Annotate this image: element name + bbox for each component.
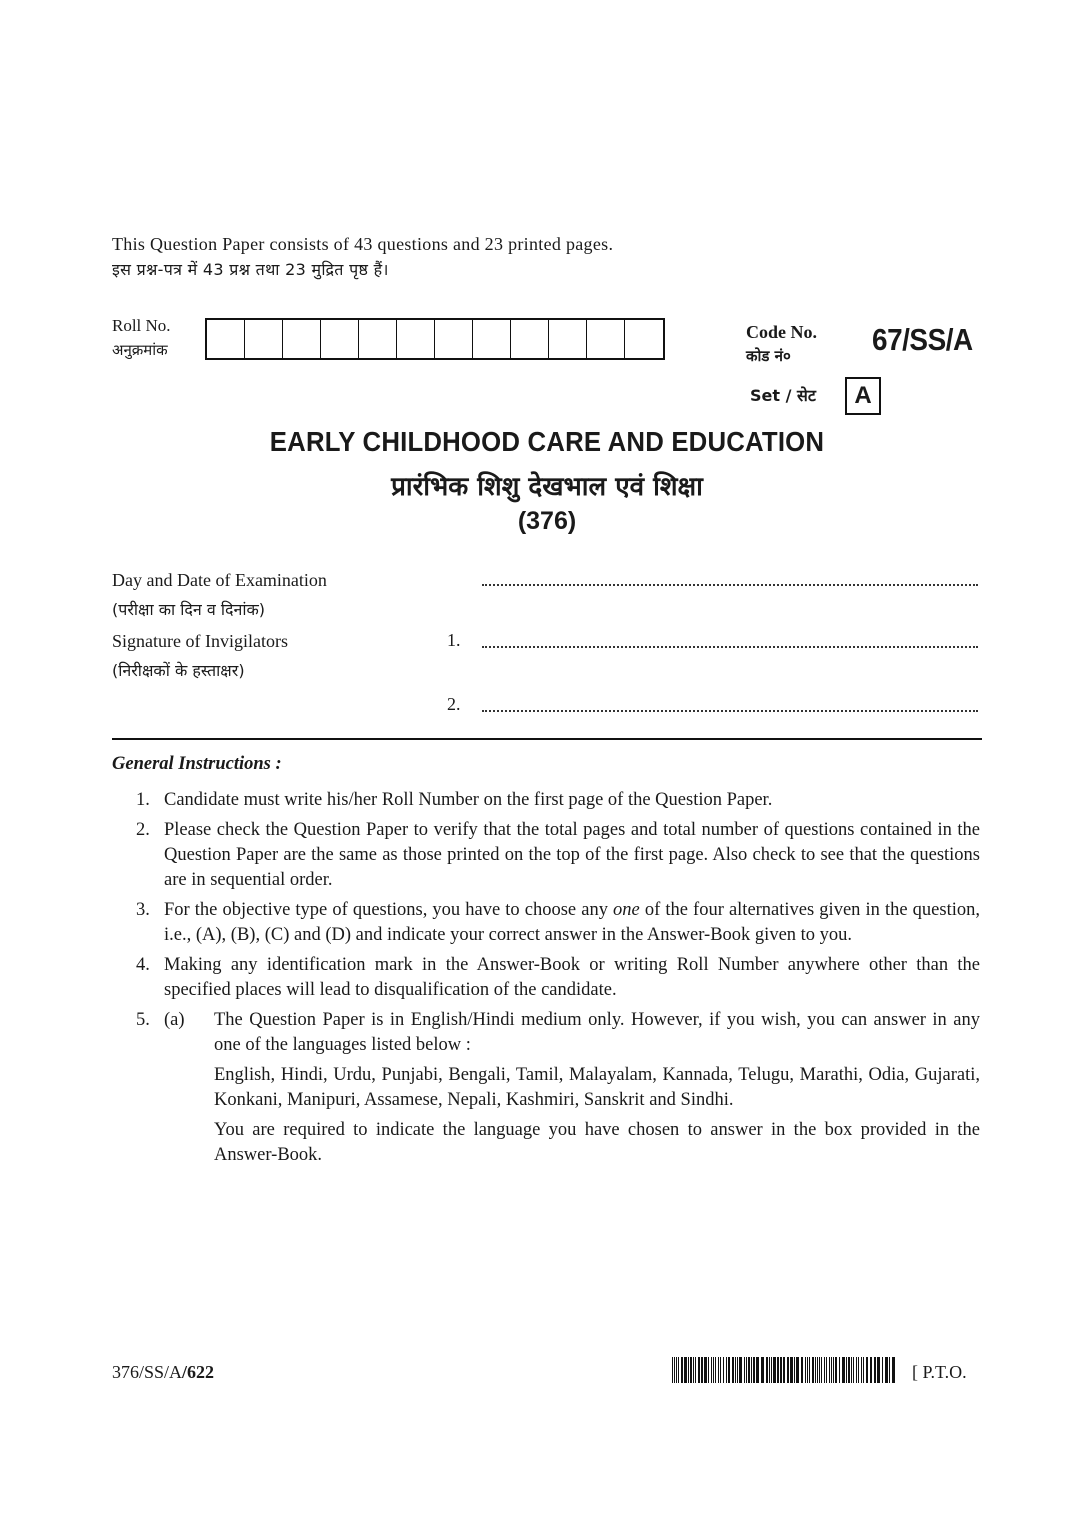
instruction-item <box>112 788 980 813</box>
exam-date-english: Day and Date of Examination <box>112 570 327 590</box>
exam-date-hindi: (परीक्षा का दिन व दिनांक) <box>112 600 266 619</box>
code-label <box>746 320 817 368</box>
instruction-text: Making any identification mark in the Answer-Book or writing Roll Number anywhere other than the specified places will lead to disqualification of the candidate. <box>164 955 980 1000</box>
signature-hindi: (निरीक्षकों के हस्ताक्षर) <box>112 661 245 680</box>
instruction-text: For the objective type of questions, you have to choose any one of the four alternatives given in the question, i.e., (A), (B), (C) and (D) and indicate your correct answer in the Answer-Book given to you. <box>164 900 980 945</box>
set-box: A <box>845 377 881 415</box>
roll-number-box[interactable] <box>511 320 549 358</box>
instruction-item <box>112 953 980 1003</box>
instructions-list <box>112 788 980 1173</box>
paper-footer-code: 376/SS/A/622 <box>112 1362 215 1382</box>
signature-english: Signature of Invigilators <box>112 631 288 651</box>
barcode-image <box>672 1357 898 1383</box>
roll-number-box[interactable] <box>473 320 511 358</box>
signature-line-2[interactable] <box>482 710 978 712</box>
instruction-number: 3. <box>136 900 150 920</box>
signature-number-1: 1. <box>447 630 461 650</box>
roll-number-label <box>112 314 171 362</box>
subject-title-hindi: प्रारंभिक शिशु देखभाल एवं शिक्षा <box>391 472 703 502</box>
intro-english: This Question Paper consists of 43 questions and 23 printed pages. <box>112 234 614 254</box>
roll-number-box[interactable] <box>359 320 397 358</box>
instruction-number: 4. <box>136 955 150 975</box>
paper-intro <box>112 231 613 283</box>
code-label-english: Code No. <box>746 322 817 342</box>
roll-number-box[interactable] <box>549 320 587 358</box>
roll-number-box[interactable] <box>435 320 473 358</box>
roll-number-box[interactable] <box>587 320 625 358</box>
roll-label-hindi: अनुक्रमांक <box>112 341 168 359</box>
roll-number-box[interactable] <box>625 320 663 358</box>
instruction-item <box>112 818 980 893</box>
roll-number-box[interactable] <box>245 320 283 358</box>
pto-label: [ P.T.O. <box>912 1362 967 1382</box>
instruction-item <box>112 1008 980 1168</box>
roll-number-box[interactable] <box>321 320 359 358</box>
general-instructions-heading: General Instructions : <box>112 754 282 774</box>
roll-number-box[interactable] <box>283 320 321 358</box>
roll-number-box[interactable] <box>397 320 435 358</box>
roll-label-english: Roll No. <box>112 316 171 335</box>
medium-note: The Question Paper is in English/Hindi medium only. However, if you wish, you can answer in any one of the languages listed below : <box>214 1010 980 1055</box>
section-divider <box>112 738 982 740</box>
invigilator-signature-label <box>112 627 288 685</box>
signature-number-2: 2. <box>447 694 461 714</box>
code-label-hindi: कोड नं० <box>746 347 791 365</box>
instruction-number: 5. <box>136 1010 150 1030</box>
instruction-number: 2. <box>136 820 150 840</box>
language-list: English, Hindi, Urdu, Punjabi, Bengali, Tamil, Malayalam, Kannada, Telugu, Marathi, Odia, Gujarati, Konkani, Manipuri, Assamese, Nepali, Kashmiri, Sanskrit and Sindhi. <box>214 1065 980 1110</box>
instruction-item <box>112 898 980 948</box>
instruction-text: Candidate must write his/her Roll Number on the first page of the Question Paper. <box>164 790 773 810</box>
code-number: 67/SS/A <box>872 322 973 357</box>
instruction-text: Please check the Question Paper to verify that the total pages and total number of questions contained in the Question Paper are the same as those printed on the top of the first page. Also check to see that the questions are in sequential order. <box>164 820 980 890</box>
language-box-note: You are required to indicate the language you have chosen to answer in the box provided in the Answer-Book. <box>214 1120 980 1165</box>
instruction-number: 1. <box>136 790 150 810</box>
subject-code: (376) <box>517 507 577 535</box>
instruction-sub-label: (a) <box>164 1010 185 1030</box>
set-label: Set / सेट <box>750 386 816 405</box>
exam-date-label <box>112 566 327 624</box>
exam-date-line[interactable] <box>482 584 978 586</box>
subject-title-english: EARLY CHILDHOOD CARE AND EDUCATION <box>269 426 825 457</box>
instruction-text <box>164 1008 980 1168</box>
roll-number-box[interactable] <box>207 320 245 358</box>
signature-line-1[interactable] <box>482 646 978 648</box>
intro-hindi: इस प्रश्न-पत्र में 43 प्रश्न तथा 23 मुद्रित पृष्ठ हैं। <box>112 260 389 279</box>
roll-number-boxes[interactable] <box>205 318 665 360</box>
